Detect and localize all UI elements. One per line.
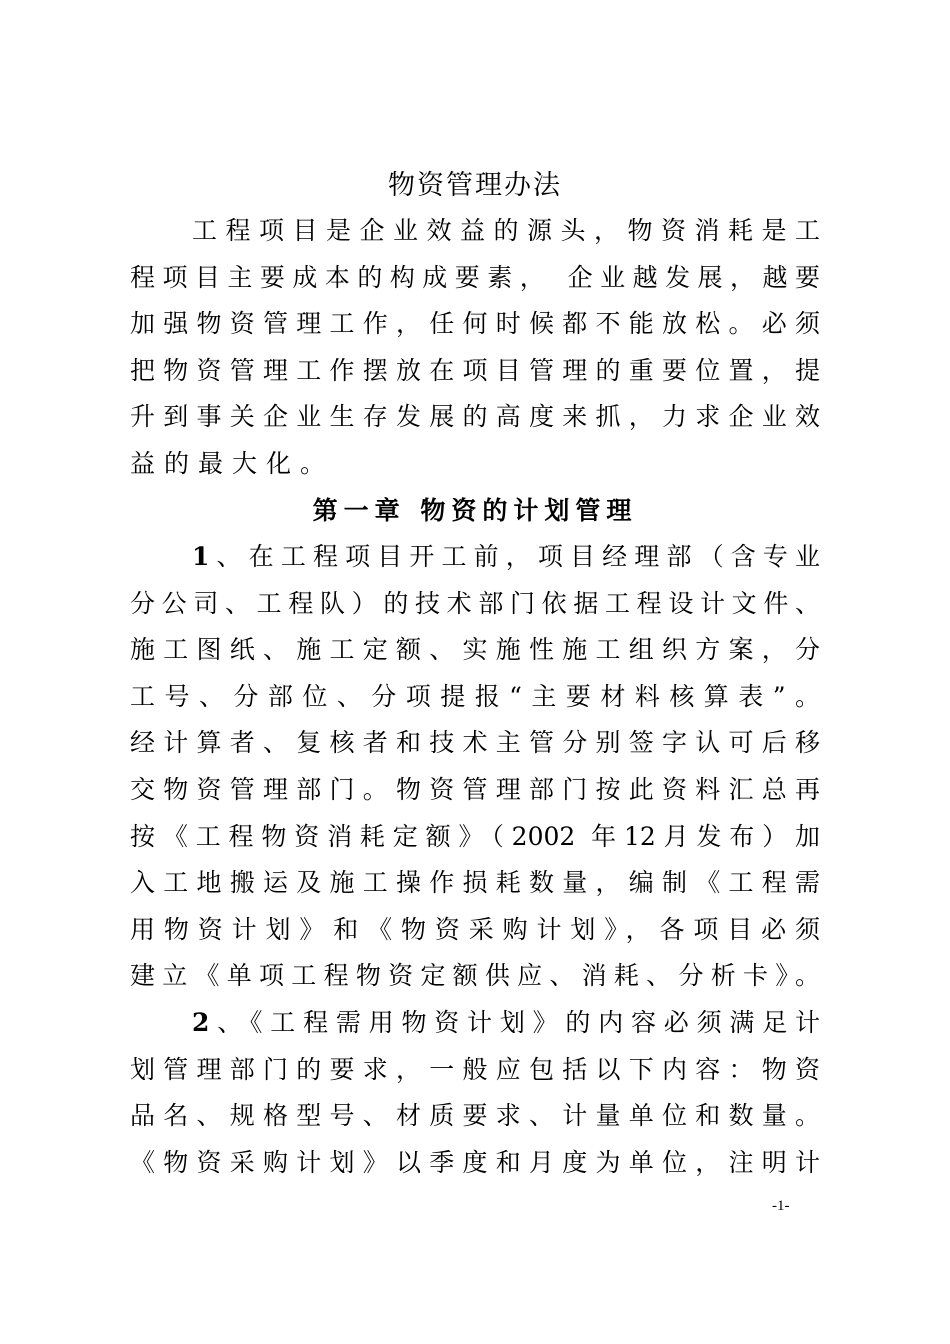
- chapter-heading: 第一章 物资的计划管理: [312, 496, 638, 525]
- text-line: 建立《单项工程物资定额供应、消耗、分析卡》。: [130, 961, 820, 991]
- text-line: 品名、规格型号、材质要求、计量单位和数量。: [130, 1101, 820, 1131]
- text-line: 入工地搬运及施工操作损耗数量，编制《工程需: [130, 868, 820, 898]
- item-1-paragraph: [130, 534, 820, 1000]
- text-line: [130, 1000, 820, 1047]
- item-2-paragraph: [130, 1000, 820, 1186]
- text-line: 升到事关企业生存发展的高度来抓，力求企业效: [130, 402, 820, 432]
- text-line: 分公司、工程队）的技术部门依据工程设计文件、: [130, 588, 820, 618]
- text-line: 程项目主要成本的构成要素， 企业越发展，越要: [130, 262, 820, 292]
- text-line: 划管理部门的要求，一般应包括以下内容：物资: [130, 1054, 820, 1084]
- text-line: 把物资管理工作摆放在项目管理的重要位置，提: [130, 355, 820, 385]
- text-line: [130, 534, 820, 581]
- intro-paragraph: [130, 208, 820, 488]
- text-segment: 、在工程项目开工前，项目经理部（含专业: [209, 542, 820, 571]
- page-number: -1-: [772, 1198, 790, 1214]
- text-line: 按《工程物资消耗定额》（2002 年12月发布）加: [130, 821, 820, 851]
- text-line: 经计算者、复核者和技术主管分别签字认可后移: [130, 728, 820, 758]
- item-number: 1: [192, 542, 210, 571]
- text-line: 工号、分部位、分项提报“主要材料核算表”。: [130, 681, 820, 711]
- text-line: 加强物资管理工作，任何时候都不能放松。必须: [130, 309, 820, 339]
- text-line: 益的最大化。: [130, 448, 335, 478]
- item-number: 2: [192, 1008, 210, 1037]
- document-title: 物资管理办法: [388, 170, 562, 201]
- text-line: 施工图纸、施工定额、实施性施工组织方案，分: [130, 635, 820, 665]
- text-line: 用物资计划》和《物资采购计划》，各项目必须: [130, 914, 820, 944]
- text-line: 交物资管理部门。物资管理部门按此资料汇总再: [130, 774, 820, 804]
- text-segment: 、《工程需用物资计划》的内容必须满足计: [209, 1008, 820, 1037]
- text-line: 《物资采购计划》以季度和月度为单位，注明计: [130, 1147, 820, 1177]
- text-line: 工程项目是企业效益的源头，物资消耗是工: [192, 216, 820, 245]
